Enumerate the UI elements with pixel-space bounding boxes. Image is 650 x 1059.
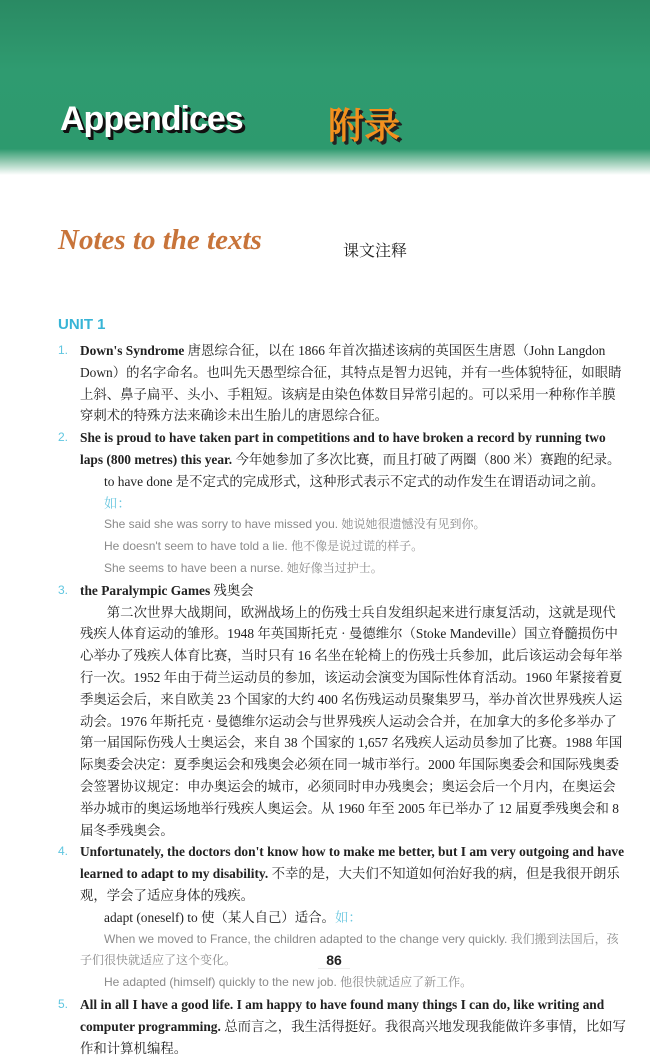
note-translation: 不幸的是，大夫们不知道如何治好我的病，但是我很开朗乐观，学会了适应身体的残疾。 xyxy=(80,866,620,903)
example-sentence: He adapted (himself) quickly to the new job. 他很快就适应了新工作。 xyxy=(104,975,473,990)
example-sentence: He doesn't seem to have told a lie. 他不像是说过谎的样子。 xyxy=(104,539,424,554)
note-number: 5. xyxy=(58,996,69,1011)
note-translation: 总而言之，我生活得挺好。我很高兴地发现我能做许多事情，比如写作和计算机编程。 xyxy=(80,1018,626,1056)
unit-heading: UNIT 1 xyxy=(58,316,106,333)
page-number: 86 xyxy=(318,952,350,969)
note-item xyxy=(58,994,626,1059)
note-number: 1. xyxy=(58,343,69,357)
section-title: Notes to the texts xyxy=(58,224,262,256)
appendices-title: Appendices xyxy=(60,100,243,138)
note-number: 2. xyxy=(58,430,69,445)
example-sentence: When we moved to France, the children adapted to the change very quickly. 我们搬到法国后，孩子们很快就适应了这个变化。 xyxy=(80,931,619,968)
note-phrase: Down's Syndrome xyxy=(80,343,185,358)
example-sentence: She said she was sorry to have missed you. 她说她很遗憾没有见到你。 xyxy=(104,517,486,532)
note-number: 4. xyxy=(58,844,69,859)
example-marker: 如： xyxy=(334,909,362,925)
note-item xyxy=(58,580,626,842)
note-translation: 唐恩综合征，以在 1866 年首次描述该病的英国医生唐恩（John Langdon Down）的名字命名。也叫先天愚型综合征，其特点是智力迟钝，并有一些体貌特征，如眼睛上斜、鼻子扁平、头小、手粗短。该病是由染色体数目异常引起的。可以采用一种称作羊膜穿刺术的特殊方法来确诊未出生胎儿的唐恩综合征。 xyxy=(80,343,622,424)
note-paragraph: 第二次世界大战期间，欧洲战场上的伤残士兵自发组织起来进行康复活动，这就是现代残疾人体育运动的雏形。1948 年英国斯托克 · 曼德维尔（Stoke Mandeville）国立脊髓损伤中心举办了残疾人体育比赛，当时只有 16 名坐在轮椅上的伤残士兵参加，此后该运动会每年举行一次。1952 年由于荷兰运动员的参加，该运动会演变为国际性体育活动。1960 年紧接着夏季奥运会后，来自欧美 23 个国家的大约 400 名伤残运动员聚集罗马，举办首次世界残疾人运动会。1976 年斯托克 · 曼德维尔运动会与世界残疾人运动会合并，在加拿大的多伦多举办了第一届国际伤残人士奥运会，来自 38 个国家的 1,657 名残疾人运动员参加了比赛。1988 年国际奥委会决定：夏季奥运会和残奥会必须在同一城市举行。2000 年国际奥委会和国际残奥委会签署协议规定：申办奥运会的城市，必须同时申办残奥会；奥运会后一个月内，在奥运会举办城市的奥运场地举行残疾人奥运会。从 1960 年至 2005 年已举办了 12 届夏季残奥会和 8 届冬季残奥会。 xyxy=(80,604,623,838)
note-phrase: All in all I have a good life. I am happy to have found many things I can do, like writing and computer programming. xyxy=(80,996,605,1034)
note-phrase: the Paralympic Games xyxy=(80,582,211,598)
note-phrase: Unfortunately, the doctors don't know how to make me better, but I am very outgoing and have learned to adapt to my disability. xyxy=(80,844,625,882)
note-explanation xyxy=(80,907,626,929)
appendices-title-zh: 附录 xyxy=(328,105,401,146)
explanation-text: to have done 是不定式的完成形式，这种形式表示不定式的动作发生在谓语动词之前。 xyxy=(104,473,605,489)
note-phrase: She is proud to have taken part in competitions and to have broken a record by running two laps (800 metres) this year. xyxy=(80,430,606,467)
note-number: 3. xyxy=(58,582,69,597)
explanation-text: adapt (oneself) to 使（某人自己）适合。 xyxy=(104,909,335,925)
example-sentence: She seems to have been a nurse. 她好像当过护士。 xyxy=(104,560,383,575)
note-item xyxy=(58,427,626,580)
note-translation: 残奥会 xyxy=(210,582,254,598)
example-marker: 如： xyxy=(104,495,131,511)
note-item xyxy=(58,841,626,994)
note-item xyxy=(58,340,626,427)
note-translation: 今年她参加了多次比赛，而且打破了两圈（800 米）赛跑的纪录。 xyxy=(232,451,621,467)
header-band xyxy=(0,0,650,175)
note-explanation xyxy=(80,471,626,515)
section-title-zh: 课文注释 xyxy=(343,243,408,260)
